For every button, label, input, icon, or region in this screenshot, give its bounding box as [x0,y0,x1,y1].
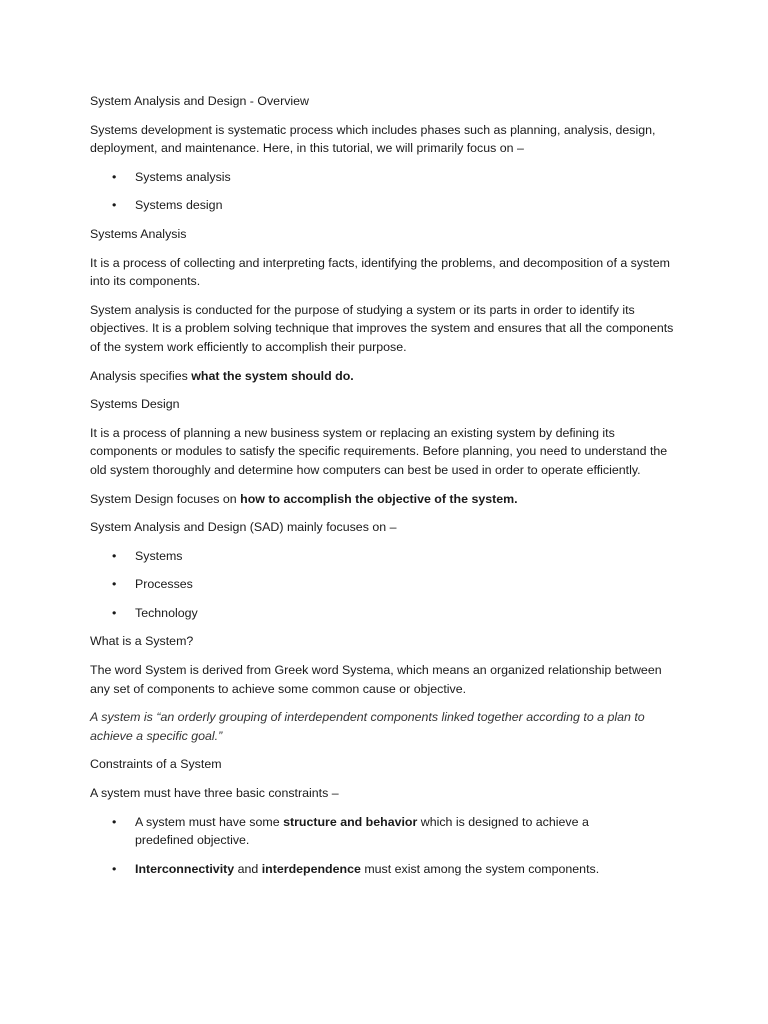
sd-paragraph-2: System Design focuses on how to accomplish the objective of the system. [90,491,518,506]
section-heading-what-is-a-system: What is a System? [90,634,194,649]
list-item: • A system must have some structure and behavior which is designed to achieve a predefined objective. [112,814,589,848]
section-heading-systems-analysis: Systems Analysis [90,226,187,241]
bullet-icon: • [112,861,117,876]
sad-paragraph: System Analysis and Design (SAD) mainly focuses on – [90,520,397,535]
list-item: • Systems design [90,196,678,215]
section-heading-constraints: Constraints of a System [90,757,222,772]
list-item: • Systems analysis [90,168,678,187]
bullet-icon: • [112,198,117,213]
list-item: • Processes [90,575,678,594]
system-definition-quote: A system is “an orderly grouping of interdependent components linked together according to a plan to achieve a specific goal.” [90,710,645,743]
constraints-list [90,813,678,879]
sd-paragraph-1: It is a process of planning a new business system or replacing an existing system by defining its components or modules to satisfy the specific requirements. Before planning, you need to understand the old system thoroughly and determine how computers can best be used in order to operate efficiently. [90,425,668,477]
sad-list [90,547,678,623]
constraints-paragraph: A system must have three basic constraints – [90,786,339,801]
document-title: System Analysis and Design - Overview [90,94,309,108]
bullet-icon: • [112,169,117,184]
sa-paragraph-2: System analysis is conducted for the purpose of studying a system or its parts in order to identify its objectives. It is a problem solving technique that improves the system and ensures that all the components of the system work efficiently to accomplish their purpose. [90,302,674,354]
section-heading-systems-design: Systems Design [90,397,180,412]
bullet-icon: • [112,548,117,563]
sa-paragraph-3: Analysis specifies what the system should do. [90,368,354,383]
list-item: • Interconnectivity and interdependence must exist among the system components. [90,860,678,879]
intro-paragraph: Systems development is systematic process which includes phases such as planning, analysis, design, deployment, and maintenance. Here, in this tutorial, we will primarily focus on – [90,122,656,156]
list-item: • Technology [90,604,678,623]
wis-paragraph: The word System is derived from Greek word Systema, which means an organized relationship between any set of components to achieve some common cause or objective. [90,663,662,696]
list-item: • Systems [90,547,678,566]
sa-paragraph-1: It is a process of collecting and interpreting facts, identifying the problems, and decomposition of a system into its components. [90,255,670,289]
bullet-icon: • [112,605,117,620]
bullet-icon: • [112,577,117,592]
bullet-icon: • [112,814,117,829]
focus-list [90,168,678,215]
